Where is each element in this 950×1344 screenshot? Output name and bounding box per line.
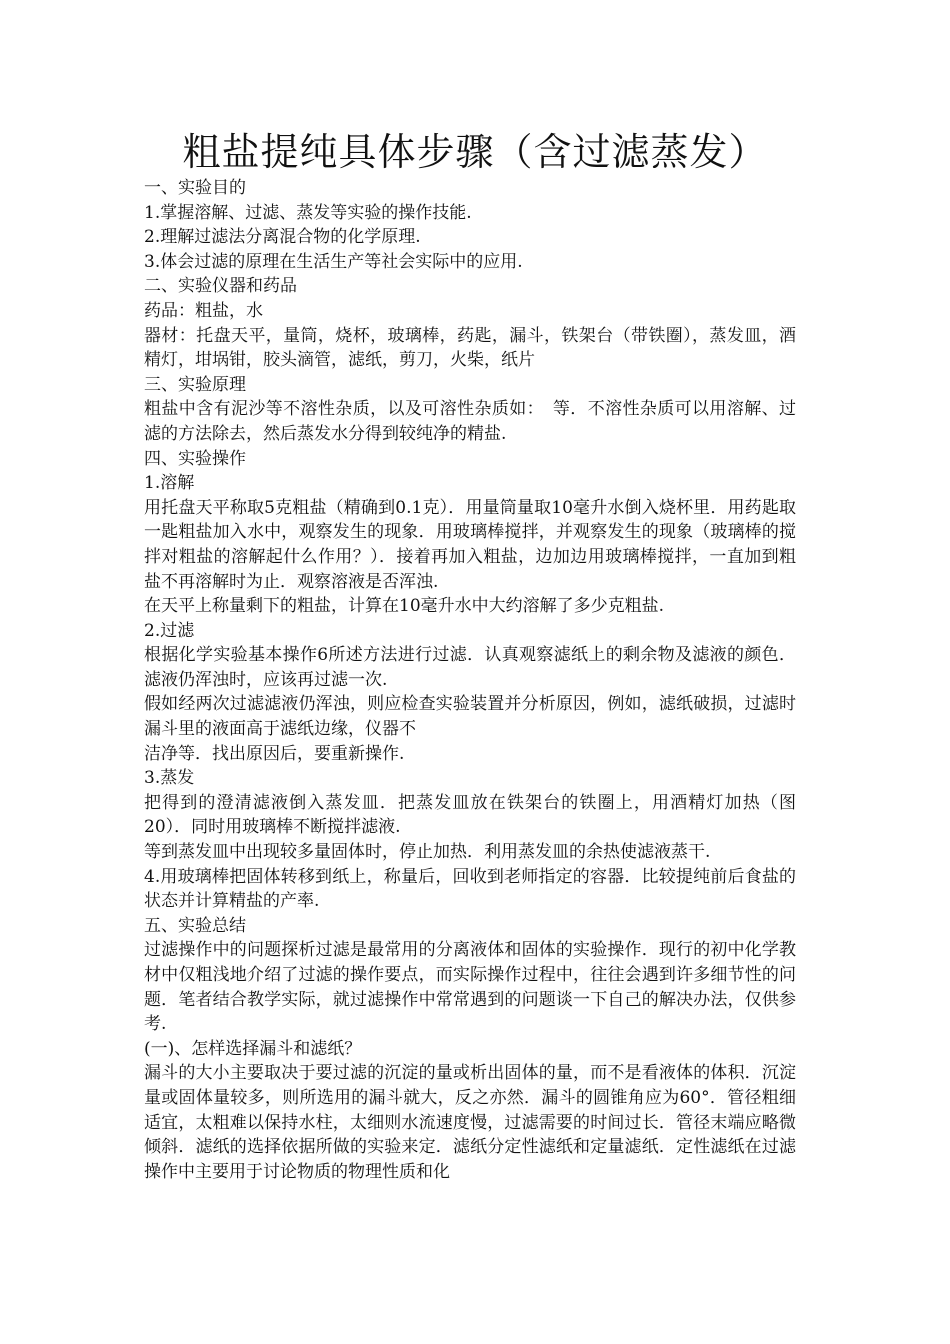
subsection-heading: 2.过滤 xyxy=(144,620,195,641)
subsection-heading: 1.溶解 xyxy=(144,473,195,494)
section-heading: 一、实验目的 xyxy=(144,178,246,198)
paragraph: 1.掌握溶解、过滤、蒸发等实验的操作技能. xyxy=(144,202,472,223)
section-heading: 三、实验原理 xyxy=(144,374,246,395)
paragraph: 药品：粗盐，水 xyxy=(144,300,263,321)
paragraph: 过滤操作中的问题探析过滤是最常用的分离液体和固体的实验操作．现行的初中化学教材中仅粗浅地介绍了过滤的操作要点，而实际操作过程中，往往会遇到许多细节性的问题．笔者结合教学实际，就过滤操作中常常遇到的问题谈一下自己的解决办法，仅供参考. xyxy=(144,940,796,1035)
paragraph: 假如经两次过滤滤液仍浑浊，则应检查实验装置并分析原因，例如，滤纸破损，过滤时漏斗里的液面高于滤纸边缘，仪器不 xyxy=(144,694,796,740)
paragraph: 漏斗的大小主要取决于要过滤的沉淀的量或析出固体的量，而不是看液体的体积．沉淀量或固体量较多，则所选用的漏斗就大，反之亦然．漏斗的圆锥角应为60°．管径粗细适宜，太粗难以保持水柱，太细则水流速度慢，过滤需要的时间过长．管径末端应略微倾斜．滤纸的选择依据所做的实验来定．滤纸分定性滤纸和定量滤纸．定性滤纸在过滤操作中主要用于讨论物质的物理性质和化 xyxy=(144,1063,796,1182)
paragraph: 等到蒸发皿中出现较多量固体时，停止加热．利用蒸发皿的余热使滤液蒸干. xyxy=(144,842,711,863)
paragraph: 用托盘天平称取5克粗盐（精确到0.1克）．用量筒量取10毫升水倒入烧杯里．用药匙取一匙粗盐加入水中，观察发生的现象．用玻璃棒搅拌，并观察发生的现象（玻璃棒的搅拌对粗盐的溶解起什么作用？）．接着再加入粗盐，边加边用玻璃棒搅拌，一直加到粗盐不再溶解时为止．观察溶液是否浑浊. xyxy=(144,497,796,592)
subsection-heading: (一)、怎样选择漏斗和滤纸？ xyxy=(144,1038,362,1059)
subsection-heading: 3.蒸发 xyxy=(144,768,195,789)
paragraph: 3.体会过滤的原理在生活生产等社会实际中的应用. xyxy=(144,251,523,272)
document-body xyxy=(144,176,796,1184)
section-heading: 二、实验仪器和药品 xyxy=(144,276,297,297)
section-heading: 四、实验操作 xyxy=(144,448,246,469)
paragraph: 2.理解过滤法分离混合物的化学原理. xyxy=(144,227,421,248)
paragraph: 在天平上称量剩下的粗盐，计算在10毫升水中大约溶解了多少克粗盐. xyxy=(144,596,665,617)
paragraph: 根据化学实验基本操作6所述方法进行过滤．认真观察滤纸上的剩余物及滤液的颜色．滤液仍浑浊时，应该再过滤一次. xyxy=(144,645,796,690)
paragraph: 把得到的澄清滤液倒入蒸发皿．把蒸发皿放在铁架台的铁圈上，用酒精灯加热（图20）．同时用玻璃棒不断搅拌滤液. xyxy=(144,792,796,838)
paragraph: 4.用玻璃棒把固体转移到纸上，称量后，回收到老师指定的容器．比较提纯前后食盐的状态并计算精盐的产率. xyxy=(144,866,796,912)
paragraph: 洁净等．找出原因后，要重新操作. xyxy=(144,743,405,764)
paragraph: 器材：托盘天平，量筒，烧杯，玻璃棒，药匙，漏斗，铁架台（带铁圈），蒸发皿，酒精灯，坩埚钳，胶头滴管，滤纸，剪刀，火柴，纸片 xyxy=(144,325,796,371)
paragraph: 粗盐中含有泥沙等不溶性杂质，以及可溶性杂质如： 等．不溶性杂质可以用溶解、过滤的方法除去，然后蒸发水分得到较纯净的精盐. xyxy=(144,399,796,444)
section-heading: 五、实验总结 xyxy=(144,915,246,936)
document-title: 粗盐提纯具体步骤（含过滤蒸发） xyxy=(182,130,768,174)
